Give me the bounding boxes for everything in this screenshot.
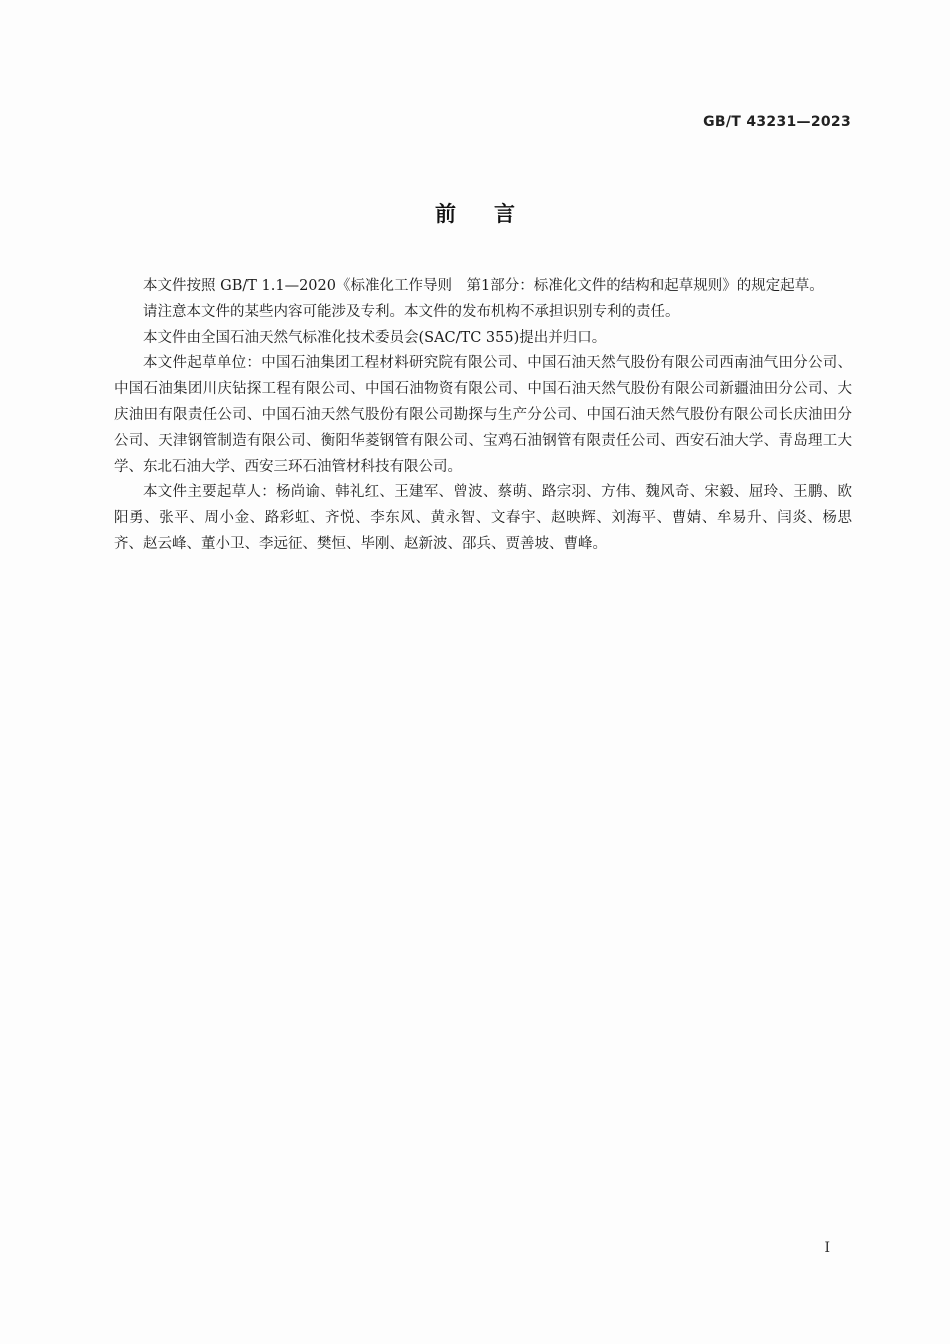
paragraph-patent-notice: 请注意本文件的某些内容可能涉及专利。本文件的发布机构不承担识别专利的责任。 [143, 303, 680, 320]
paragraph-drafting-units: 本文件起草单位：中国石油集团工程材料研究院有限公司、中国石油天然气股份有限公司西南油气田分公司、中国石油集团川庆钻探工程有限公司、中国石油物资有限公司、中国石油天然气股份有限公司新疆油田分公司、大庆油田有限责任公司、中国石油天然气股份有限公司勘探与生产分公司、中国石油天然气股份有限公司长庆油田分公司、天津钢管制造有限公司、衡阳华菱钢管有限公司、宝鸡石油钢管有限责任公司、西安石油大学、青岛理工大学、东北石油大学、西安三环石油管材科技有限公司。 [114, 355, 852, 475]
page-number: I [824, 1240, 830, 1256]
standard-number: GB/T 43231—2023 [703, 114, 851, 130]
paragraph-drafting-rules: 本文件按照 GB/T 1.1—2020《标准化工作导则 第1部分：标准化文件的结构和起草规则》的规定起草。 [143, 278, 824, 294]
preface-body [114, 274, 852, 558]
paragraph-proposer: 本文件由全国石油天然气标准化技术委员会(SAC/TC 355)提出并归口。 [143, 329, 607, 346]
paragraph-drafters: 本文件主要起草人：杨尚谕、韩礼红、王建军、曾波、蔡萌、路宗羽、方伟、魏风奇、宋毅、屈玲、王鹏、欧阳勇、张平、周小金、路彩虹、齐悦、李东风、黄永智、文春宇、赵映辉、刘海平、曹婧、牟易升、闫炎、杨思齐、赵云峰、董小卫、李远征、樊恒、毕刚、赵新波、邵兵、贾善坡、曹峰。 [114, 484, 852, 552]
page-title: 前言 [435, 202, 553, 226]
